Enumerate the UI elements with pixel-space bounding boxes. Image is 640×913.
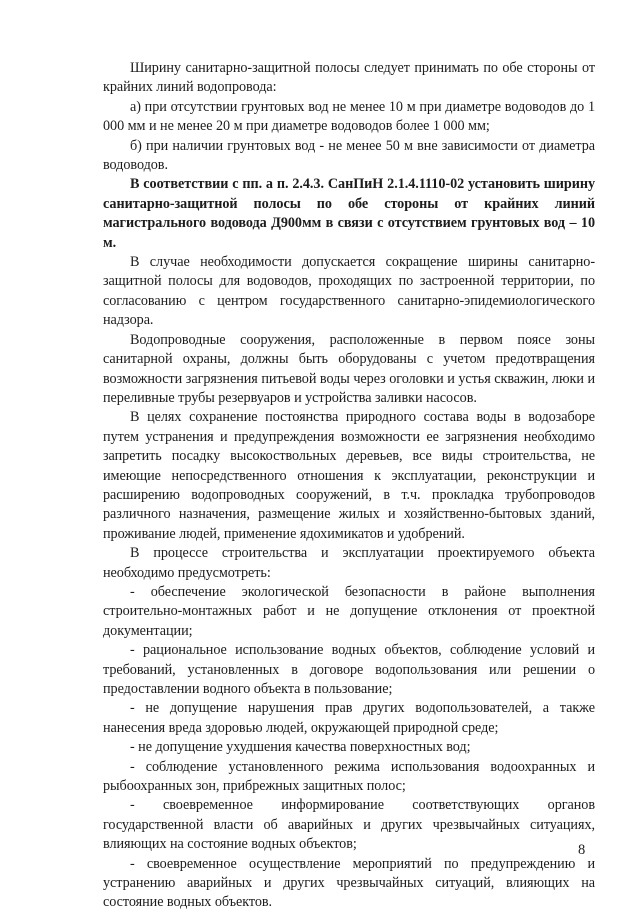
paragraph-sanitary-strip-width: Ширину санитарно-защитной полосы следует принимать по обе стороны от крайних линий водопровода:	[103, 60, 595, 96]
paragraph-strip-reduction: В случае необходимости допускается сокращение ширины санитарно-защитной полосы для водоводов, проходящих по застроенной территории, по согласованию с центром государственного санитарно-эпидемиологического надзора.	[103, 254, 595, 329]
document-body	[103, 59, 595, 913]
paragraph-construction-provisions: В процессе строительства и эксплуатации проектируемого объекта необходимо предусмотреть:	[103, 545, 595, 581]
list-item-emergency-prevention: - своевременное осуществление мероприятий по предупреждению и устранению аварийных и других чрезвычайных ситуаций, влияющих на состояние водных объектов.	[103, 855, 595, 911]
paragraph-with-groundwater: б) при наличии грунтовых вод - не менее 50 м вне зависимости от диаметра водоводов.	[103, 137, 595, 174]
list-item-protection-zones: - соблюдение установленного режима использования водоохранных и рыбоохранных зон, прибрежных защитных полос;	[103, 758, 595, 795]
paragraph-no-groundwater: а) при отсутствии грунтовых вод не менее 10 м при диаметре водоводов до 1 000 мм и не менее 20 м при диаметре водоводов более 1 000 мм;	[103, 98, 595, 135]
list-item-surface-water-quality: - не допущение ухудшения качества поверхностных вод;	[130, 739, 471, 756]
paragraph-waterworks-first-belt: Водопроводные сооружения, расположенные в первом поясе зоны санитарной охраны, должны быть оборудованы с учетом предотвращения возможности загрязнения питьевой воды через оголовки и устья скважин, люки и переливные трубы резервуаров и устройства заливки насосов.	[103, 331, 595, 406]
paragraph-water-composition-preservation: В целях сохранение постоянства природного состава воды в водозаборе путем устранения и предупреждения возможности ее загрязнения необходимо запретить посадку высокоствольных деревьев, все виды строительства, не имеющие непосредственного отношения к эксплуатации, реконструкции и расширению водопроводных сооружений, в т.ч. прокладка трубопроводов различного назначения, размещение жилых и хозяйственно-бытовых зданий, проживание людей, применение ядохимикатов и удобрений.	[103, 409, 595, 542]
page-number: 8	[578, 842, 586, 858]
list-item-ecological-safety: - обеспечение экологической безопасности в районе выполнения строительно-монтажных работ и не допущение отклонения от проектной документации;	[103, 583, 595, 639]
list-item-water-user-rights: - не допущение нарушения прав других водопользователей, а также нанесения вреда здоровью людей, окружающей природной среде;	[103, 700, 595, 736]
list-item-rational-water-use: - рациональное использование водных объектов, соблюдение условий и требований, установленных в договоре водопользования или решении о предоставлении водного объекта в пользование;	[103, 642, 595, 697]
paragraph-sanpin-requirement: В соответствии с пп. а п. 2.4.3. СанПиН 2.1.4.1110-02 установить ширину санитарно-защитной полосы по обе стороны от крайних линий магистрального водовода Д900мм в связи с отсутствием грунтовых вод – 10 м.	[103, 176, 595, 251]
list-item-emergency-notification: - своевременное информирование соответствующих органов государственной власти об аварийных и других чрезвычайных ситуациях, влияющих на состояние водных объектов;	[103, 797, 595, 853]
